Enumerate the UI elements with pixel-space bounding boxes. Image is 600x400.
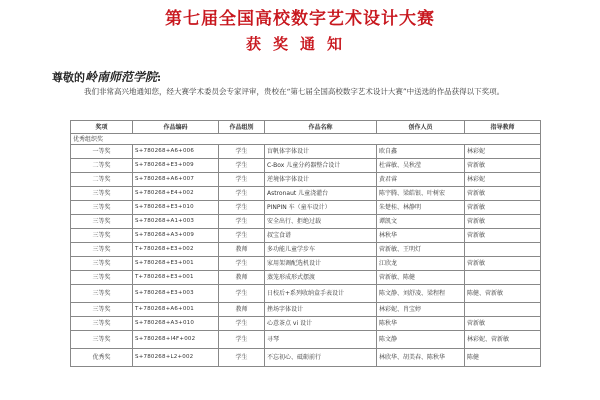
award-cell: 三等奖 [71, 201, 133, 215]
group-label: 优秀组织奖 [71, 134, 541, 145]
table-row [71, 159, 541, 173]
page-subtitle: 获奖通知 [245, 35, 354, 53]
table-row [71, 285, 541, 303]
col-header-group: 作品组别 [219, 121, 265, 134]
work-name-cell: 不忘初心、砥砺前行 [265, 349, 377, 367]
table-row [71, 243, 541, 257]
group-cell: 教师 [219, 303, 265, 317]
intro-paragraph: 我们非常高兴地通知您，经大赛学术委员会专家评审，贵校在“第七届全国高校数字艺术设计大赛”中送选的作品获得以下奖项。 [84, 87, 505, 96]
table-header-row [71, 121, 541, 134]
creators-cell: 陈秋华 [377, 317, 465, 331]
award-cell: 三等奖 [71, 187, 133, 201]
code-cell: S+780268+E3+003 [133, 285, 219, 303]
table-row [71, 303, 541, 317]
work-name-cell: 心意茶点 vi 设计 [265, 317, 377, 331]
advisor-cell: 林彩妮、菅新敏 [465, 331, 541, 349]
creators-cell: 陈宇腾、梁皓银、叶树宏 [377, 187, 465, 201]
code-cell: S+780268+E4+002 [133, 187, 219, 201]
table-row [71, 229, 541, 243]
salutation-suffix: : [157, 71, 162, 84]
group-cell: 学生 [219, 187, 265, 201]
creators-cell: 欧自鑫 [377, 145, 465, 159]
work-name-cell: PINPIN 车（童车设计） [265, 201, 377, 215]
creators-cell: 陈文静 [377, 331, 465, 349]
col-header-award: 奖项 [71, 121, 133, 134]
table-row [71, 257, 541, 271]
group-row [71, 134, 541, 145]
advisor-cell [465, 303, 541, 317]
group-cell: 学生 [219, 145, 265, 159]
advisor-cell: 菅新敏 [465, 215, 541, 229]
work-name-cell: C-Box 儿童分药器整合设计 [265, 159, 377, 173]
advisor-cell: 菅新敏 [465, 229, 541, 243]
advisor-cell: 林彩妮 [465, 173, 541, 187]
table-row [71, 201, 541, 215]
work-name-cell: 挫场字体设计 [265, 303, 377, 317]
award-cell: 三等奖 [71, 215, 133, 229]
creators-cell: 林彩妮、肖宝婷 [377, 303, 465, 317]
group-cell: 学生 [219, 257, 265, 271]
col-header-code: 作品编码 [133, 121, 219, 134]
award-cell: 三等奖 [71, 331, 133, 349]
code-cell: S+780268+A1+003 [133, 215, 219, 229]
table-row [71, 317, 541, 331]
advisor-cell: 陈健、菅新敏 [465, 285, 541, 303]
group-cell: 学生 [219, 201, 265, 215]
advisor-cell: 陈健 [465, 349, 541, 367]
group-cell: 学生 [219, 173, 265, 187]
code-cell: S+780268+E3+009 [133, 159, 219, 173]
award-cell: 三等奖 [71, 229, 133, 243]
award-cell: 三等奖 [71, 243, 133, 257]
advisor-cell [465, 243, 541, 257]
code-cell: T+780268+E3+001 [133, 271, 219, 285]
work-name-cell: 叔宝食谱 [265, 229, 377, 243]
award-cell: 三等奖 [71, 303, 133, 317]
creators-cell: 黄君睿 [377, 173, 465, 187]
advisor-cell [465, 271, 541, 285]
award-cell: 三等奖 [71, 257, 133, 271]
work-name-cell: 寻琴 [265, 331, 377, 349]
creators-cell: 菅新敏、陈健 [377, 271, 465, 285]
creators-cell: 杜睿敏、吴秋滢 [377, 159, 465, 173]
code-cell: S+780268+L2+002 [133, 349, 219, 367]
advisor-cell: 菅新敏 [465, 201, 541, 215]
code-cell: S+780268+I4F+002 [133, 331, 219, 349]
work-name-cell: 盲帆体字体设计 [265, 145, 377, 159]
creators-cell: 江欣龙 [377, 257, 465, 271]
table-row [71, 271, 541, 285]
creators-cell: 菅新敏、王明灯 [377, 243, 465, 257]
work-name-cell: 安全出行、拒绝过载 [265, 215, 377, 229]
salutation-prefix: 尊敬的 [52, 71, 85, 84]
work-name-cell: 蒸笼形成形式摆渡 [265, 271, 377, 285]
table-row [71, 331, 541, 349]
group-cell: 学生 [219, 331, 265, 349]
group-cell: 学生 [219, 349, 265, 367]
award-cell: 三等奖 [71, 285, 133, 303]
group-cell: 学生 [219, 159, 265, 173]
awards-table-body [71, 134, 541, 367]
work-name-cell: 逆境体字体设计 [265, 173, 377, 187]
creators-cell: 朱楚桂、林静明 [377, 201, 465, 215]
group-cell: 学生 [219, 317, 265, 331]
work-name-cell: Astronaut 儿童浇灌台 [265, 187, 377, 201]
group-cell: 教师 [219, 243, 265, 257]
advisor-cell: 菅新敏 [465, 317, 541, 331]
code-cell: S+780268+E3+010 [133, 201, 219, 215]
advisor-cell: 菅新敏 [465, 187, 541, 201]
code-cell: T+780268+E3+002 [133, 243, 219, 257]
group-cell: 教师 [219, 271, 265, 285]
award-cell: 优秀奖 [71, 349, 133, 367]
award-cell: 三等奖 [71, 271, 133, 285]
group-cell: 学生 [219, 215, 265, 229]
award-cell: 三等奖 [71, 317, 133, 331]
code-cell: S+780268+E3+001 [133, 257, 219, 271]
creators-cell: 谭凯文 [377, 215, 465, 229]
code-cell: S+780268+A6+006 [133, 145, 219, 159]
table-row [71, 187, 541, 201]
creators-cell: 陈文静、刘舒凌、梁程程 [377, 285, 465, 303]
table-row [71, 215, 541, 229]
advisor-cell: 菅新敏 [465, 257, 541, 271]
table-row [71, 349, 541, 367]
page-title: 第七届全国高校数字艺术设计大赛 [165, 9, 435, 29]
col-header-advisor: 指导教师 [465, 121, 541, 134]
creators-cell: 林秋华 [377, 229, 465, 243]
code-cell: S+780268+A3+009 [133, 229, 219, 243]
code-cell: T+780268+A6+001 [133, 303, 219, 317]
awards-table [70, 120, 541, 367]
advisor-cell: 菅新敏 [465, 159, 541, 173]
award-cell: 二等奖 [71, 159, 133, 173]
col-header-creators: 创作人员 [377, 121, 465, 134]
table-row [71, 145, 541, 159]
school-name: 岭南师范学院 [85, 70, 158, 84]
code-cell: S+780268+A6+007 [133, 173, 219, 187]
table-row [71, 173, 541, 187]
col-header-name: 作品名称 [265, 121, 377, 134]
work-name-cell: 多功能儿童学步车 [265, 243, 377, 257]
work-name-cell: 家用架调配选机设计 [265, 257, 377, 271]
work-name-cell: 日校后+系列收纳盒手表设计 [265, 285, 377, 303]
group-cell: 学生 [219, 285, 265, 303]
group-cell: 学生 [219, 229, 265, 243]
advisor-cell: 林彩妮 [465, 145, 541, 159]
award-cell: 二等奖 [71, 173, 133, 187]
code-cell: S+780268+A3+010 [133, 317, 219, 331]
award-cell: 一等奖 [71, 145, 133, 159]
creators-cell: 林欣华、胡美春、陈秋华 [377, 349, 465, 367]
salutation [52, 68, 161, 85]
